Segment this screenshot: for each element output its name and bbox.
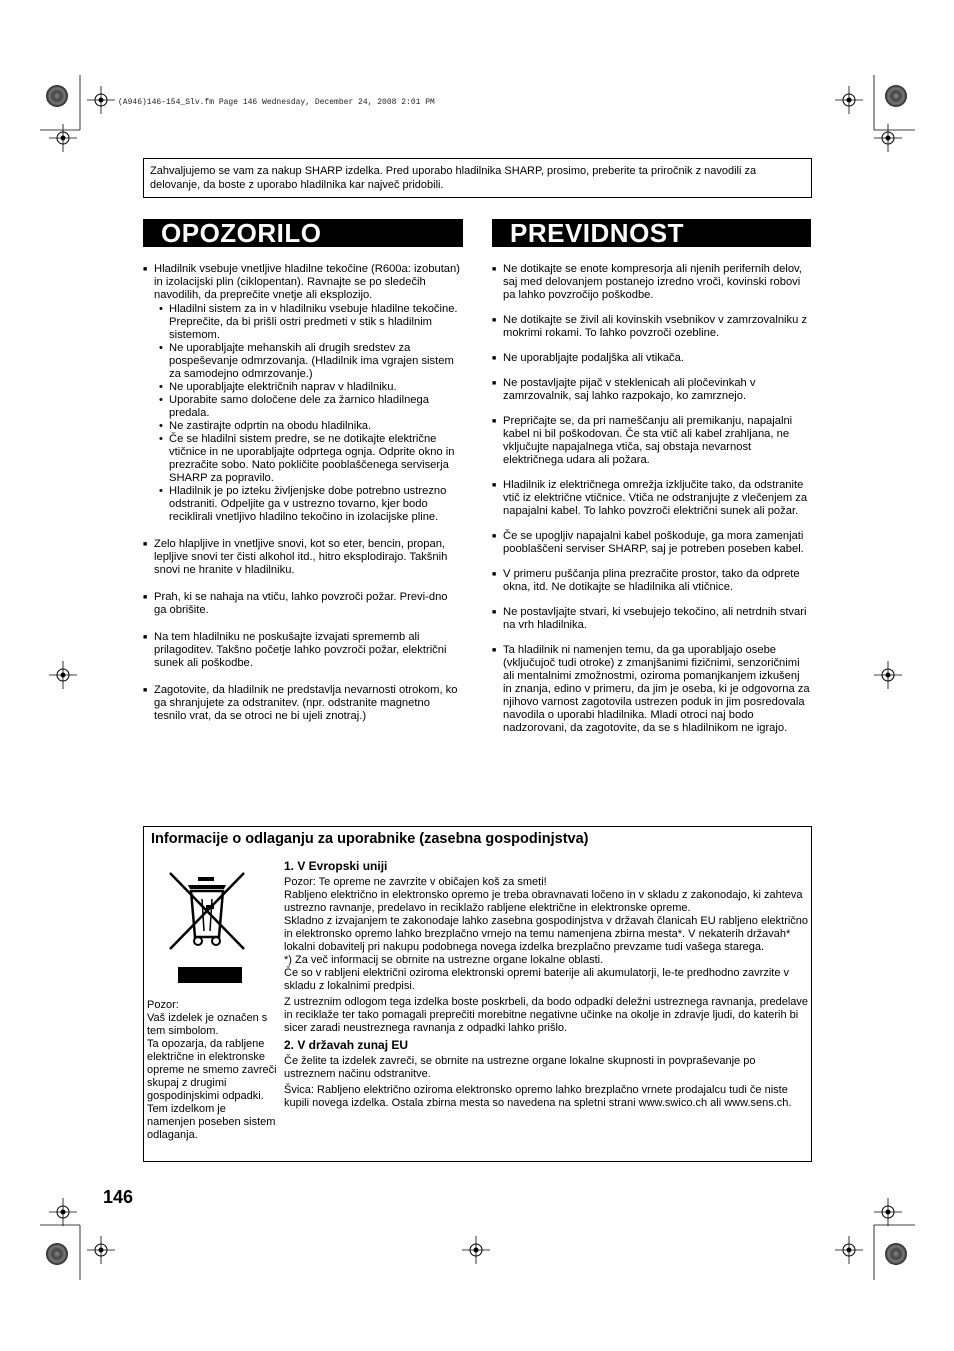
caution-item: ■ Ne dotikajte se živil ali kovinskih vsebnikov v zamrzovalniku z mokrimi rokami. To lahko povzroči ozebline.	[492, 314, 811, 340]
non-eu-text: Če želite ta izdelek zavreči, se obrnite na ustrezne organe lokalne skupnosti in povpraševanje po ustreznem načinu odstranitve.	[284, 1055, 756, 1080]
non-eu-heading: 2. V državah zunaj EU	[284, 1038, 409, 1052]
warning-subitem: • Uporabite samo določene dele za žarnico hladilnega predala.	[158, 394, 463, 420]
caution-item: ■ Če se upogljiv napajalni kabel poškoduje, ga mora zamenjati pooblaščeni serviser SHARP, saj je potreben poseben kabel.	[492, 530, 811, 556]
disposal-details	[284, 859, 809, 1113]
caution-item: ■ Ta hladilnik ni namenjen temu, da ga uporabljajo osebe (vključujoč tudi otroke) z zmanjšanimi fizičnimi, senzoričnimi ali mentalnimi zmožnostmi, oziroma pomanjkanjem izkušenj in znanja, edino v primeru, da jim je oseba, ki je odgovorna za njihovo varnost zagotovila ustrezen poduk in jim posredovala navodila o uporabi hladilnika. Mladi otroci naj bodo nadzorovani, da zagotovite, da se s hladilnikom ne igrajo.	[492, 644, 811, 735]
caution-item: ■ Hladilnik iz električnega omrežja izključite tako, da odstranite vtič iz električne vtičnice. Vtiča ne odstranjujte z vlečenjem za napajalni kabel. To lahko povzroči električni sunek ali požar.	[492, 479, 811, 518]
warning-subitem: • Hladilni sistem za in v hladilniku vsebuje hladilne tekočine. Preprečite, da bi prišli ostri predmeti v stik s hladilnim sistemom.	[158, 303, 463, 342]
warning-subitem: • Ne uporabljajte električnih naprav v hladilniku.	[158, 381, 463, 394]
switzerland-text: Švica: Rabljeno električno oziroma elektronsko opremo lahko brezplačno vrnete prodajalcu tudi če niste kupili novega izdelka. Ostala zbirna mesta so navedena na spletni strani www.swico.ch ali www.sens.ch.	[284, 1084, 792, 1109]
warning-item: ■ Prah, ki se nahaja na vtiču, lahko povzroči požar. Previ-dno ga obrišite.	[143, 591, 463, 617]
caution-item: ■ V primeru puščanja plina prezračite prostor, tako da odprete okna, itd. Ne dotikajte se hladilnika ali vtičnice.	[492, 568, 811, 594]
caution-item: ■ Ne postavljajte pijač v steklenicah ali pločevinkah v zamrzovalnik, saj lahko razpokajo, ko zamrznejo.	[492, 377, 811, 403]
disposal-info-box	[143, 826, 812, 1162]
disposal-note: Pozor: Vaš izdelek je označen s tem simbolom. Ta opozarja, da rabljene električne in elektronske opreme ne smemo zavreči skupaj z drugimi gospodinjskimi odpadki. Tem izdelkom je namenjen poseben sistem odlaganja.	[147, 999, 277, 1141]
caution-item: ■ Prepričajte se, da pri nameščanju ali premikanju, napajalni kabel ni bil poškodovan. Če sta vtič ali kabel zrahljana, ne vključujte napajalnega vtiča, saj obstaja nevarnost električnega udara ali požara.	[492, 415, 811, 467]
warning-subitem: • Ne uporabljajte mehanskih ali drugih sredstev za pospeševanje odmrzovanja. (Hladilnik ima vgrajen sistem za samodejno odmrzovanje.)	[158, 342, 463, 381]
page-number: 146	[103, 1187, 134, 1207]
caution-item: ■ Ne uporabljajte podaljška ali vtikača.	[492, 352, 811, 365]
intro-box: Zahvaljujemo se vam za nakup SHARP izdelka. Pred uporabo hladilnika SHARP, prosimo, preberite ta priročnik z navodili za delovanje, da boste z uporabo hladilnika kar največ pridobili.	[143, 158, 812, 198]
file-header: (A946)146-154_Slv.fm Page 146 Wednesday, December 24, 2008 2:01 PM	[118, 98, 435, 107]
warning-title: OPOZORILO	[143, 219, 463, 247]
eu-text-2: Z ustreznim odlogom tega izdelka boste poskrbeli, da bodo odpadki deležni ustreznega ravnanja, predelave in reciklaže ter tako pomagali preprečiti morebitne negativne učinke na okolje in zdravje ljudi, do katerih bi sicer zaradi neustreznega ravnanja z odpadki lahko prišlo.	[284, 996, 809, 1034]
warning-subitem: • Ne zastirajte odprtin na obodu hladilnika.	[158, 420, 463, 433]
caution-title: PREVIDNOST	[492, 219, 811, 247]
rosette-mark	[46, 85, 68, 107]
warning-item: ■ Zagotovite, da hladilnik ne predstavlja nevarnosti otrokom, ko ga shranjujete za odstranitev. (npr. odstranite magnetno tesnilo vrat, da se otroci ne bi ujeli znotraj.)	[143, 684, 463, 723]
caution-item: ■ Ne dotikajte se enote kompresorja ali njenih perifernih delov, saj med delovanjem postanejo izredno vroči, kovinski robovi pa lahko povzročijo poškodbe.	[492, 263, 811, 302]
warning-subitem: • Če se hladilni sistem predre, se ne dotikajte električne vtičnice in ne uporabljajte odprtega ognja. Odprite okno in prezračite sobo. Nato pokličite pooblaščenega serviserja SHARP za popravilo.	[158, 433, 463, 485]
warning-item: ■ Na tem hladilniku ne poskušajte izvajati sprememb ali prilagoditev. Takšno početje lahko povzroči požar, električni sunek ali poškodbe.	[143, 631, 463, 670]
disposal-title: Informacije o odlaganju za uporabnike (zasebna gospodinjstva)	[151, 831, 589, 847]
eu-text: Pozor: Te opreme ne zavrzite v običajen koš za smeti! Rabljeno električno in elektronsko opremo je treba obravnavati ločeno in v skladu z zakonodajo, ki zahteva ustrezno ravnanje, predelavo in reciklažo rabljene električne in elektronske opreme. Skladno z izvajanjem te zakonodaje lahko zasebna gospodinjstva v državah članicah EU rabljeno električno in elektronsko opremo lahko brezplačno vrnejo na temu namenjena zbirna mesta*. V nekaterih državah* lokalni dobavitelj pri nakupu podobnega novega izdelka brezplačno prevzame tudi vašega starega. *) Za več informacij se obrnite na ustrezne organe lokalne oblasti. Če so v rabljeni električni oziroma elektronski opremi baterije ali akumulatorji, le-te predhodno zavrzite v skladu z lokalnimi predpisi.	[284, 876, 809, 992]
eu-heading: 1. V Evropski uniji	[284, 859, 388, 873]
warning-subitem: • Hladilnik je po izteku življenjske dobe potrebno ustrezno odstraniti. Odpeljite ga v ustrezno tovarno, kjer bodo reciklirali vnetljivo hladilno tekočino in izolacijske pline.	[158, 485, 463, 524]
weee-bin-icon	[164, 867, 254, 985]
warning-item: ■ Zelo hlapljive in vnetljive snovi, kot so eter, bencin, propan, lepljive snovi ter čisti alkohol itd., hitro eksplodirajo. Takšnih snovi ne hranite v hladilniku.	[143, 538, 463, 577]
caution-section	[492, 219, 811, 744]
caution-item: ■ Ne postavljajte stvari, ki vsebujejo tekočino, ali netrdnih stvari na vrh hladilnika.	[492, 606, 811, 632]
warning-item: ■ Hladilnik vsebuje vnetljive hladilne tekočine (R600a: izobutan) in izolacijski plin (ciklopentan). Ravnajte se po sledečih navodilih, da preprečite vnetje ali eksplozijo. • Hladilni sistem za in v hladilniku vsebuje hladilne tekočine. Preprečite, da bi prišli ostri predmeti v stik s hladilnim sistemom. • Ne uporabljajte mehanskih ali drugih sredstev za pospeševanje odmrzovanja. (Hladilnik ima vgrajen sistem za samodejno odmrzovanje.) • Ne uporabljajte električnih naprav v hladilniku. • Uporabite samo določene dele za žarnico hladilnega predala. • Ne zastirajte odprtin na obodu hladilnika. • Če se hladilni sistem predre, se ne dotikajte električne vtičnice in ne uporabljajte odprtega ognja. Odprite okno in prezračite sobo. Nato pokličite pooblaščenega serviserja SHARP za popravilo. • Hladilnik je po izteku življenjske dobe potrebno ustrezno odstraniti. Odpeljite ga v ustrezno tovarno, kjer bodo reciklirali vnetljivo hladilno tekočino in izolacijske pline.	[143, 263, 463, 524]
warning-section	[143, 219, 463, 732]
